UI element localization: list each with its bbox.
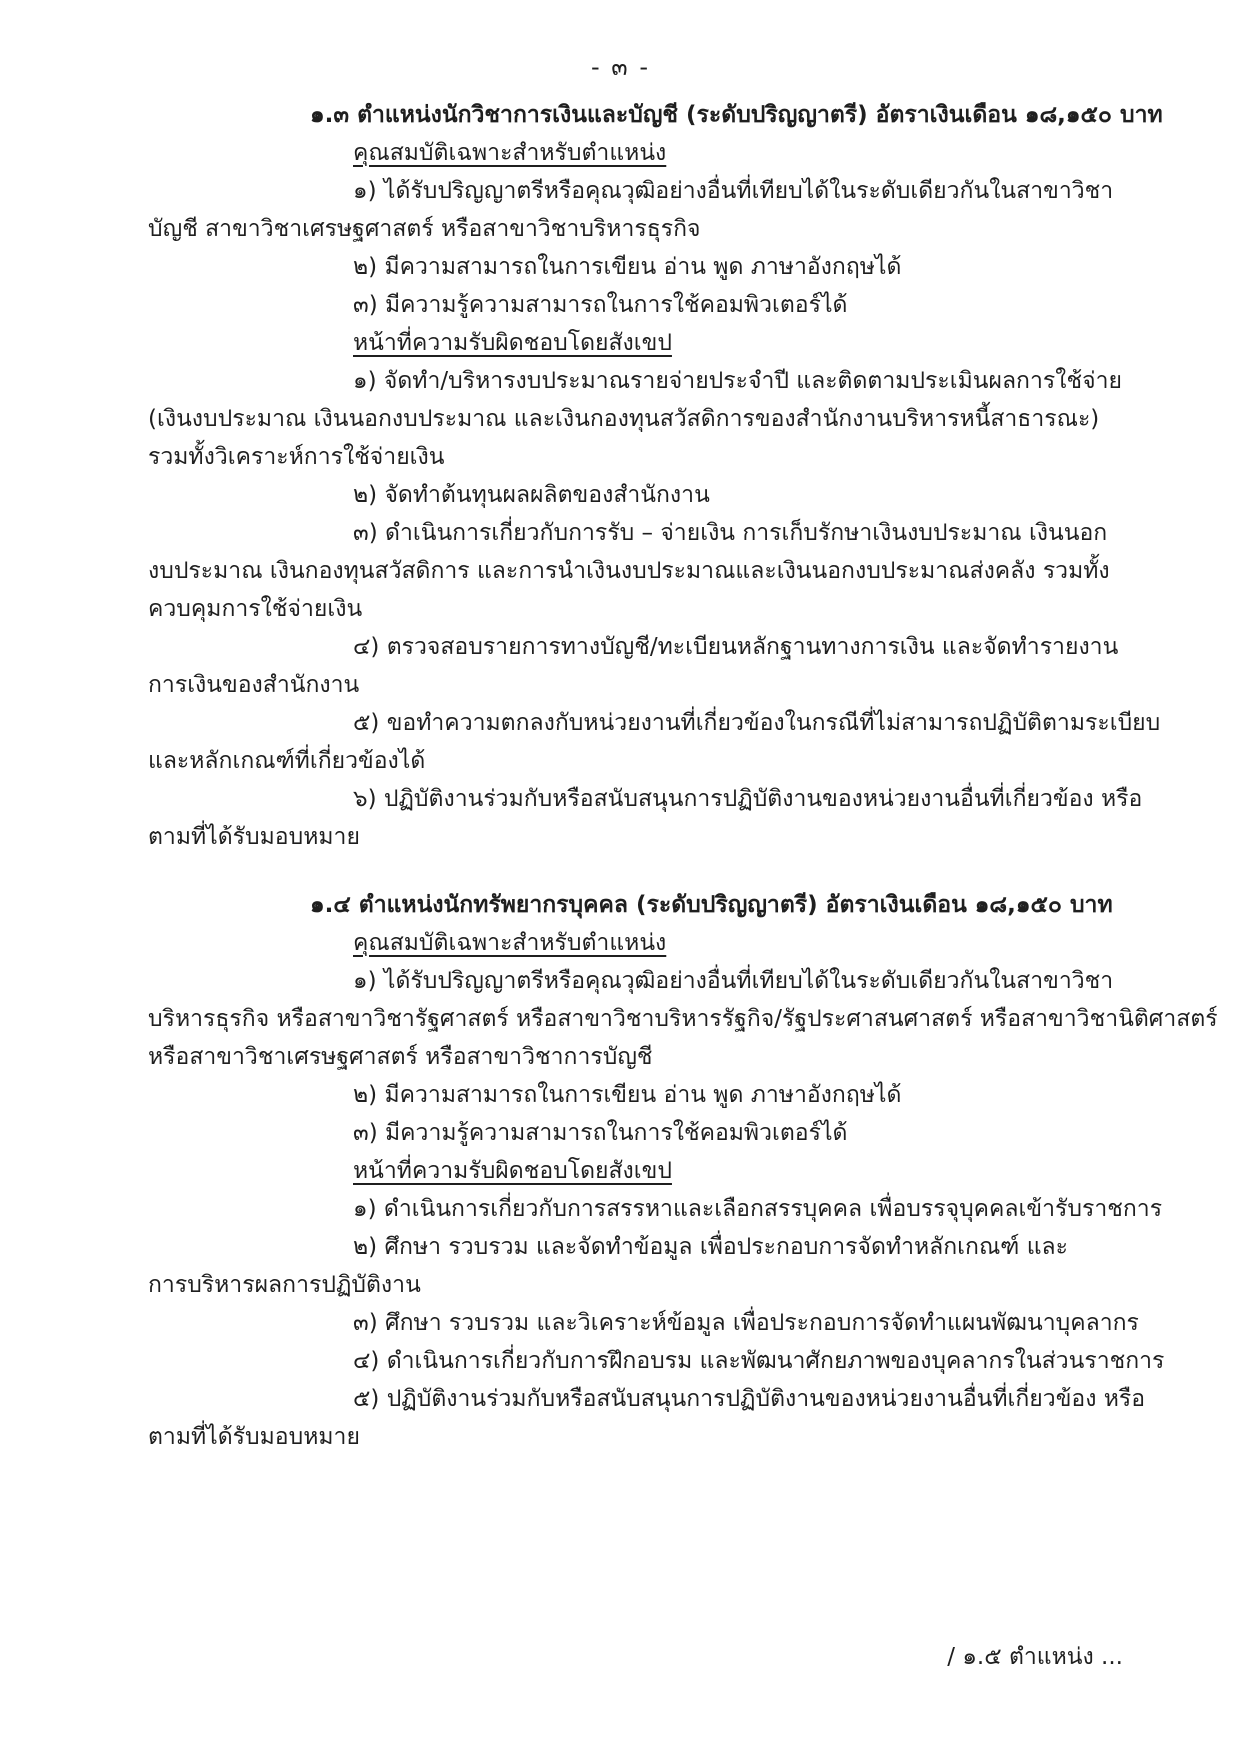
subsection-heading: คุณสมบัติเฉพาะสำหรับตำแหน่ง [353, 930, 667, 956]
text-line: ตามที่ได้รับมอบหมาย [148, 824, 360, 850]
text-line: ๑) ได้รับปริญญาตรีหรือคุณวุฒิอย่างอื่นที่เทียบได้ในระดับเดียวกันในสาขาวิชา [353, 968, 1114, 994]
text-line: ๑) ดำเนินการเกี่ยวกับการสรรหาและเลือกสรรบุคคล เพื่อบรรจุบุคคลเข้ารับราชการ [353, 1196, 1163, 1222]
text-line: ๑) จัดทำ/บริหารงบประมาณรายจ่ายประจำปี และติดตามประเมินผลการใช้จ่าย [353, 368, 1122, 394]
text-line: ๔) ดำเนินการเกี่ยวกับการฝึกอบรม และพัฒนาศักยภาพของบุคลากรในส่วนราชการ [353, 1348, 1165, 1374]
text-line: ๕) ปฏิบัติงานร่วมกับหรือสนับสนุนการปฏิบัติงานของหน่วยงานอื่นที่เกี่ยวข้อง หรือ [353, 1386, 1146, 1412]
text-line: และหลักเกณฑ์ที่เกี่ยวข้องได้ [148, 748, 426, 774]
section-heading: ๑.๔ ตำแหน่งนักทรัพยากรบุคคล (ระดับปริญญาตรี) อัตราเงินเดือน ๑๘,๑๕๐ บาท [310, 892, 1113, 918]
text-line: ๓) ศึกษา รวบรวม และวิเคราะห์ข้อมูล เพื่อประกอบการจัดทำแผนพัฒนาบุคลากร [353, 1310, 1139, 1336]
text-line: ควบคุมการใช้จ่ายเงิน [148, 596, 363, 622]
text-line: งบประมาณ เงินกองทุนสวัสดิการ และการนำเงินงบประมาณและเงินนอกงบประมาณส่งคลัง รวมทั้ง [148, 558, 1110, 584]
position-section-1-3 [148, 96, 1163, 856]
section-heading: ๑.๓ ตำแหน่งนักวิชาการเงินและบัญชี (ระดับปริญญาตรี) อัตราเงินเดือน ๑๘,๑๕๐ บาท [310, 102, 1163, 128]
text-line: ๖) ปฏิบัติงานร่วมกับหรือสนับสนุนการปฏิบัติงานของหน่วยงานอื่นที่เกี่ยวข้อง หรือ [353, 786, 1143, 812]
text-line: ตามที่ได้รับมอบหมาย [148, 1424, 360, 1450]
text-line: ๒) จัดทำต้นทุนผลผลิตของสำนักงาน [353, 482, 710, 508]
text-line: การเงินของสำนักงาน [148, 672, 360, 698]
text-line: หรือสาขาวิชาเศรษฐศาสตร์ หรือสาขาวิชาการบัญชี [148, 1044, 653, 1070]
position-section-1-4 [148, 886, 1218, 1456]
text-line: รวมทั้งวิเคราะห์การใช้จ่ายเงิน [148, 444, 445, 470]
text-line: ๔) ตรวจสอบรายการทางบัญชี/ทะเบียนหลักฐานทางการเงิน และจัดทำรายงาน [353, 634, 1119, 660]
text-line: ๑) ได้รับปริญญาตรีหรือคุณวุฒิอย่างอื่นที่เทียบได้ในระดับเดียวกันในสาขาวิชา [353, 178, 1114, 204]
continuation-note: / ๑.๕ ตำแหน่ง ... [947, 1644, 1123, 1670]
text-line: ๒) มีความสามารถในการเขียน อ่าน พูด ภาษาอังกฤษได้ [353, 254, 902, 280]
text-line: ๓) มีความรู้ความสามารถในการใช้คอมพิวเตอร์ได้ [353, 1120, 848, 1146]
page-number: - ๓ - [591, 53, 650, 81]
text-line: ๒) มีความสามารถในการเขียน อ่าน พูด ภาษาอังกฤษได้ [353, 1082, 902, 1108]
subsection-heading: คุณสมบัติเฉพาะสำหรับตำแหน่ง [353, 140, 667, 166]
text-line: บัญชี สาขาวิชาเศรษฐศาสตร์ หรือสาขาวิชาบริหารธุรกิจ [148, 216, 701, 242]
text-line: ๓) ดำเนินการเกี่ยวกับการรับ – จ่ายเงิน การเก็บรักษาเงินงบประมาณ เงินนอก [353, 520, 1108, 546]
text-line: การบริหารผลการปฏิบัติงาน [148, 1272, 421, 1298]
text-line: ๕) ขอทำความตกลงกับหน่วยงานที่เกี่ยวข้องในกรณีที่ไม่สามารถปฏิบัติตามระเบียบ [353, 710, 1161, 736]
text-line: ๒) ศึกษา รวบรวม และจัดทำข้อมูล เพื่อประกอบการจัดทำหลักเกณฑ์ และ [353, 1234, 1068, 1260]
text-line: (เงินงบประมาณ เงินนอกงบประมาณ และเงินกองทุนสวัสดิการของสำนักงานบริหารหนี้สาธารณะ) [148, 406, 1100, 432]
subsection-heading: หน้าที่ความรับผิดชอบโดยสังเขป [353, 1158, 672, 1184]
text-line: ๓) มีความรู้ความสามารถในการใช้คอมพิวเตอร์ได้ [353, 292, 848, 318]
subsection-heading: หน้าที่ความรับผิดชอบโดยสังเขป [353, 330, 672, 356]
document-body [148, 96, 1218, 1456]
text-line: บริหารธุรกิจ หรือสาขาวิชารัฐศาสตร์ หรือสาขาวิชาบริหารรัฐกิจ/รัฐประศาสนศาสตร์ หรือสาขาวิชานิติศาสตร์ [148, 1006, 1218, 1032]
